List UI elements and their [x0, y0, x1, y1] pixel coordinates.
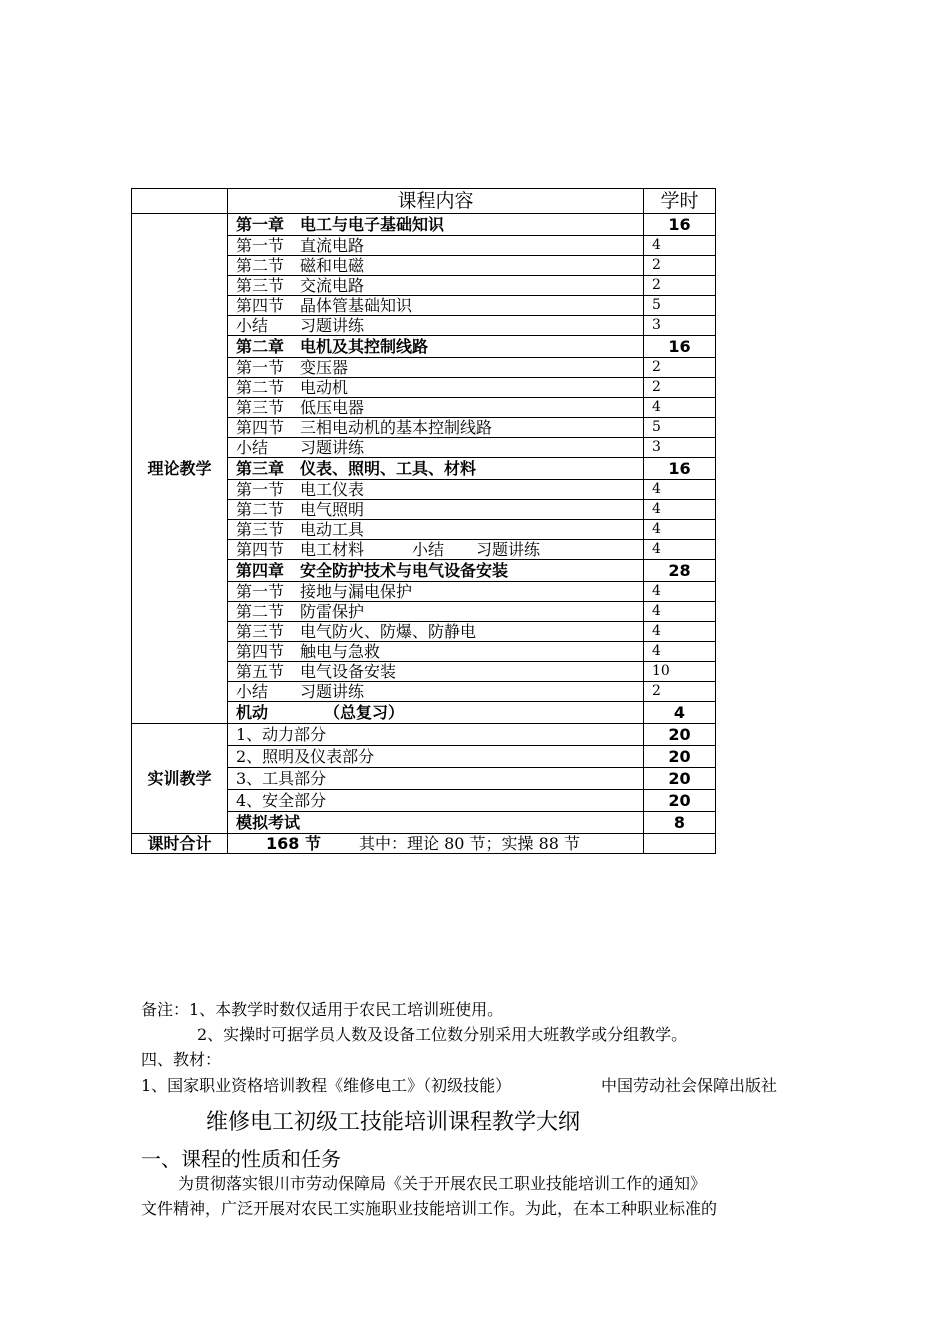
lesson-title: 第四节 晶体管基础知识 [228, 296, 644, 316]
paragraph-line-2: 文件精神，广泛开展对农民工实施职业技能培训工作。为此，在本工种职业标准的 [141, 1199, 718, 1218]
hours-value: 20 [644, 724, 716, 746]
lesson-title: 第二节 磁和电磁 [228, 256, 644, 276]
chapter-title: 机动 （总复习） [228, 702, 644, 724]
total-hours: 168 节 [266, 834, 321, 853]
hours-value: 4 [644, 480, 716, 500]
lesson-title: 小结 习题讲练 [228, 682, 644, 702]
chapter-title: 第四章 安全防护技术与电气设备安装 [228, 560, 644, 582]
hours-value: 5 [644, 296, 716, 316]
note-2: 2、实操时可据学员人数及设备工位数分别采用大班教学或分组教学。 [197, 1025, 688, 1044]
total-summary-cell [228, 834, 644, 854]
exam-title: 模拟考试 [228, 812, 644, 834]
lesson-title: 第五节 电气设备安装 [228, 662, 644, 682]
hours-value: 2 [644, 256, 716, 276]
lesson-title: 第二节 电动机 [228, 378, 644, 398]
lesson-title: 第四节 电工材料 小结 习题讲练 [228, 540, 644, 560]
table-row [132, 724, 716, 746]
hours-value: 3 [644, 438, 716, 458]
hours-value: 4 [644, 702, 716, 724]
hours-value: 5 [644, 418, 716, 438]
practice-item: 4、安全部分 [228, 790, 644, 812]
hours-value: 20 [644, 746, 716, 768]
lesson-title: 第四节 三相电动机的基本控制线路 [228, 418, 644, 438]
practice-item: 3、工具部分 [228, 768, 644, 790]
lesson-title: 第二节 电气照明 [228, 500, 644, 520]
lesson-title: 第二节 防雷保护 [228, 602, 644, 622]
hours-value: 2 [644, 358, 716, 378]
table-row [132, 214, 716, 236]
total-row [132, 834, 716, 854]
course-hours-table [131, 188, 716, 854]
table-header-row [132, 189, 716, 214]
category-practice: 实训教学 [132, 724, 228, 834]
hours-value: 10 [644, 662, 716, 682]
hours-value: 16 [644, 214, 716, 236]
practice-item: 1、动力部分 [228, 724, 644, 746]
lesson-title: 小结 习题讲练 [228, 438, 644, 458]
paragraph-line-1: 为贯彻落实银川市劳动保障局《关于开展农民工职业技能培训工作的通知》 [178, 1174, 707, 1193]
lesson-title: 第一节 接地与漏电保护 [228, 582, 644, 602]
total-hours-blank [644, 834, 716, 854]
lesson-title: 小结 习题讲练 [228, 316, 644, 336]
chapter-title: 第二章 电机及其控制线路 [228, 336, 644, 358]
lesson-title: 第一节 直流电路 [228, 236, 644, 256]
hours-value: 4 [644, 622, 716, 642]
hours-value: 4 [644, 642, 716, 662]
header-hours: 学时 [644, 189, 716, 214]
hours-value: 16 [644, 458, 716, 480]
hours-value: 4 [644, 540, 716, 560]
lesson-title: 第三节 电气防火、防爆、防静电 [228, 622, 644, 642]
chapter-title: 第三章 仪表、照明、工具、材料 [228, 458, 644, 480]
header-blank-cell [132, 189, 228, 214]
lesson-title: 第三节 低压电器 [228, 398, 644, 418]
lesson-title: 第三节 电动工具 [228, 520, 644, 540]
document-title: 维修电工初级工技能培训课程教学大纲 [206, 1110, 581, 1135]
hours-value: 2 [644, 276, 716, 296]
hours-value: 20 [644, 768, 716, 790]
hours-value: 20 [644, 790, 716, 812]
materials-heading: 四、教材： [141, 1050, 222, 1069]
header-content: 课程内容 [228, 189, 644, 214]
hours-value: 4 [644, 398, 716, 418]
total-label: 课时合计 [132, 834, 228, 854]
hours-value: 4 [644, 500, 716, 520]
lesson-title: 第一节 电工仪表 [228, 480, 644, 500]
chapter-title: 第一章 电工与电子基础知识 [228, 214, 644, 236]
total-detail: 其中：理论 80 节；实操 88 节 [358, 834, 581, 853]
material-1: 1、国家职业资格培训教程《维修电工》（初级技能） [141, 1076, 512, 1095]
lesson-title: 第三节 交流电路 [228, 276, 644, 296]
section-heading-1: 一、课程的性质和任务 [141, 1147, 341, 1171]
hours-value: 4 [644, 236, 716, 256]
hours-value: 3 [644, 316, 716, 336]
lesson-title: 第一节 变压器 [228, 358, 644, 378]
note-1: 备注：1、本教学时数仅适用于农民工培训班使用。 [141, 1000, 504, 1019]
category-theory: 理论教学 [132, 214, 228, 724]
hours-value: 16 [644, 336, 716, 358]
hours-value: 4 [644, 582, 716, 602]
hours-value: 8 [644, 812, 716, 834]
hours-value: 2 [644, 682, 716, 702]
hours-value: 4 [644, 602, 716, 622]
hours-value: 4 [644, 520, 716, 540]
publisher: 中国劳动社会保障出版社 [601, 1076, 778, 1095]
hours-value: 28 [644, 560, 716, 582]
lesson-title: 第四节 触电与急救 [228, 642, 644, 662]
hours-value: 2 [644, 378, 716, 398]
practice-item: 2、照明及仪表部分 [228, 746, 644, 768]
